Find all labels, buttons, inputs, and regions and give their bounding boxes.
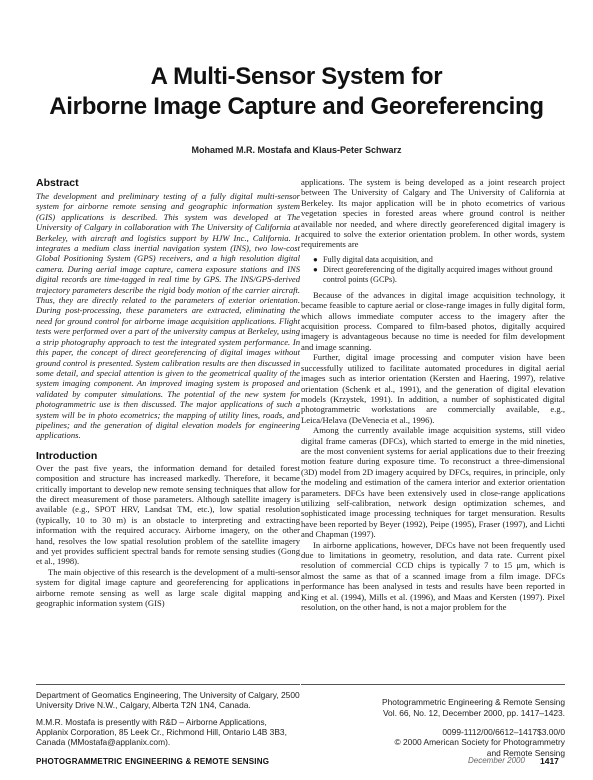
copyright-line-2: and Remote Sensing [486,748,565,759]
journal-name: Photogrammetric Engineering & Remote Sensing [382,697,565,707]
list-item-text: Fully digital data acquisition, and [323,254,433,264]
paper-title [0,62,593,122]
intro-paragraph-1: Over the past five years, the information demand for detailed forest composition and structure has increased markedly. Therefore, it became critically important to develop new remote sensing techniques that allow for the direct measurement of those parameters. Although satellite imagery is available (e.g., SPOT HRV, Landsat TM, etc.), low spatial resolution (typically, 10 to 30 m) is an obstacle to interpreting and extracting information with the required accuracy. Airborne imagery, on the other hand, resolves the low spatial resolution problem of the satellite imagery and yet provides sufficient spectral bands for remote sensing studies (Gong et al., 1998). [36,462,300,567]
list-item [313,265,565,285]
list-item-text: Direct georeferencing of the digitally acquired images without ground control points (GCPs). [323,264,553,284]
copyright-line-1: © 2000 American Society for Photogrammetry [394,737,565,748]
page-number: 1417 [540,756,559,766]
right-paragraph-2: Because of the advances in digital image acquisition technology, it became feasible to capture aerial or close-range images in fully digital form, which allows immediate computer access to the imagery after the acquisition process. Compared to film-based photos, digitally acquired imagery is advantageous because no time is needed for film development and image scanning. [301,289,565,352]
right-column [301,177,565,612]
abstract-heading: Abstract [36,177,79,189]
author-list: Mohamed M.R. Mostafa and Klaus-Peter Schwarz [191,145,402,155]
right-paragraph-5: In airborne applications, however, DFCs have not been frequently used due to limitations in geometry, resolution, and data rate. Current pixel resolution of commercial CCD chips is typically 7 to 15 μm, which is almost the same as that of a scanned image from a film image. DFCs performance has been analysed in tests and results have been reported in King et al. (1994), Mills et al. (1996), and Maas and Kersten (1997). Pixel resolution, on the other hand, is not a major problem for the [301,539,565,613]
list-item [313,255,565,265]
abstract-text: The development and preliminary testing of a fully digital multi-sensor system for airborne remote sensing and geographic information system (GIS) applications is described. This system was developed at The University of Calgary in collaboration with The University of California at Berkeley, with aircraft and logistics support by HJW Inc., California. It integrates a medium class inertial navigation system (INS), two low-cost Global Positioning System (GPS) receivers, and a high resolution digital camera. During aerial image capture, camera exposure stations and INS digital records are time-tagged in real time by GPS. The INS/GPS-derived trajectory parameters describe the rigid body motion of the carrier aircraft. Thus, they are directly related to the parameters of exterior orientation. During post-processing, these parameters are extracted, eliminating the need for ground control for airborne image acquisition applications. Flight tests were performed over a part of the university campus at Berkeley, using a strip photography approach to test the integrated system performance. In this paper, the concept of direct georeferencing of digital images without ground control is presented. System calibration results are then discussed in some detail, and special attention is given to the geometrical quality of the system imaging component. An improved imaging system is proposed and validated by computer simulations. The potential of the new system for photogrammetric use is then discussed. The major applications of such a system will be in photo ecometrics; the mapping of utility lines, roads, and pipelines; and the generation of digital elevation models for engineering applications. [36,191,300,441]
footnote-divider [36,684,300,685]
bullet-icon: ● [313,254,318,264]
footer-date: December 2000 [468,756,525,765]
volume-info: Vol. 66, No. 12, December 2000, pp. 1417–1423. [382,707,565,718]
article-code: 0099-1112/00/6612–1417$3.00/0 [442,726,565,737]
intro-paragraph-2: The main objective of this research is the development of a multi-sensor system for digital image capture and georeferencing for applications in airborne remote sensing as well as large scale digital mapping and geographic information system (GIS) [36,566,300,609]
footer-journal-name: PHOTOGRAMMETRIC ENGINEERING & REMOTE SENSING [36,757,270,766]
right-paragraph-4: Among the currently available image acquisition systems, still video digital frame cameras (DFCs), which started to emerge in the mid nineties, are the most convenient systems for aerial applications due to their freezing motion feature during exposure time. To reconstruct a three-dimensional (3D) model from 2D imagery acquired by DFCs, requires, in principle, only the modeling and estimation of the camera interior and exterior orientation parameters. DFCs have been extensively used in close-range applications utilizing self-calibration, network design optimization schemes, and sophisticated image processing techniques for target mensuration. Results have been reported by Beyer (1992), Peipe (1995), Fraser (1997), and Lichti and Chapman (1997). [301,425,565,540]
affiliation-1: Department of Geomatics Engineering, The University of Calgary, 2500 University Drive N.W., Calgary, Alberta T2N 1N4, Canada. [36,690,300,711]
title-line-2: Airborne Image Capture and Georeferencing [49,93,544,120]
title-line-1: A Multi-Sensor System for [150,63,443,90]
bullet-icon: ● [313,264,318,274]
publication-info [301,697,565,759]
introduction-heading: Introduction [36,449,98,462]
left-column [36,177,300,608]
right-paragraph-continued: applications. The system is being developed as a joint research project between The University of Calgary and The University of California at Berkeley. Its major application will be in photo ecometrics of various vegetation species in forested areas where ground control is neither available nor needed, and where directly georeferenced digital imagery is acquired to solve the exterior orientation problem. In other words, system requirements are [301,177,565,250]
publication-divider [301,684,565,685]
requirements-list [313,255,565,285]
affiliation-2: M.M.R. Mostafa is presently with R&D – Airborne Applications, Applanix Corporation, 85 Leek Cr., Richmond Hill, Ontario L4B 3B3, Canada (MMostafa@applanix.com). [36,716,287,748]
right-paragraph-3: Further, digital image processing and computer vision have been successfully utilized to facilitate automated procedures in digital aerial images such as interior orientation (Kersten and Haering, 1997), relative orientation (Schenk et al., 1991), and the generation of digital elevation models (Krzystek, 1991). In addition, a number of sophisticated digital photogrammetric workstations are commercially available, e.g., Leica/Helava (DeVenecia et al., 1996). [301,352,565,425]
author-affiliations [36,690,300,753]
